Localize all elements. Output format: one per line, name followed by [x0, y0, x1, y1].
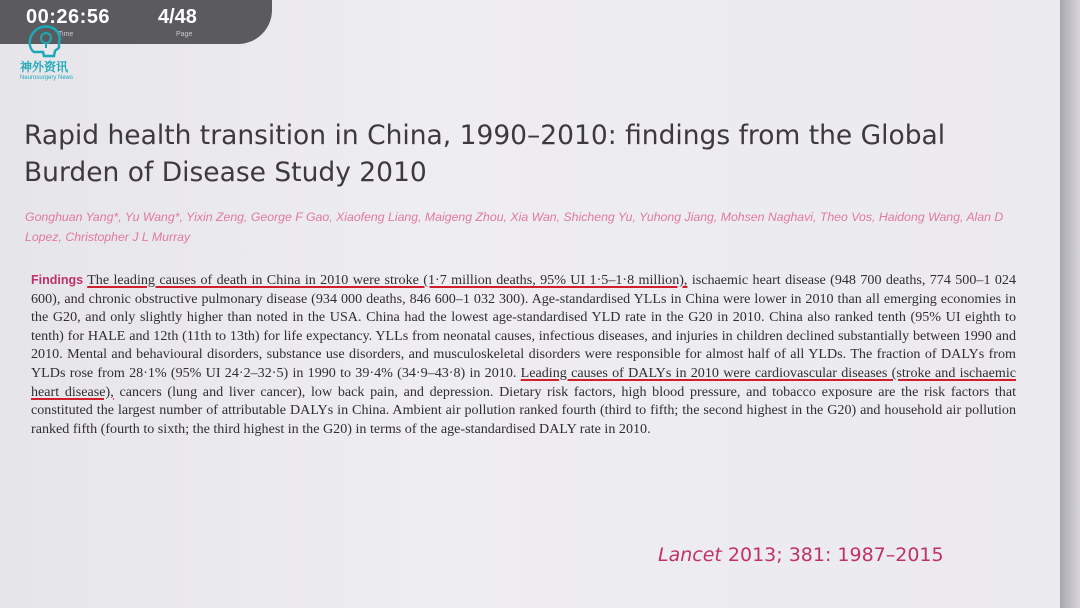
citation-details: 2013; 381: 1987–2015 — [721, 544, 944, 566]
page-counter-label: Page — [176, 31, 193, 38]
author-list: Gonghuan Yang*, Yu Wang*, Yixin Zeng, George F Gao, Xiaofeng Liang, Maigeng Zhou, Xia Wan, Shicheng Yu, Yuhong Jiang, Mohsen Naghavi, Theo Vos, Haidong Wang, Alan D Lopez, Christopher J L Murray — [25, 210, 1004, 244]
neurosurgery-news-logo — [18, 18, 90, 88]
findings-label: Findings — [31, 273, 84, 287]
findings-text-end: cancers (lung and liver cancer), low back pain, and depression. Dietary risk factors, high blood pressure, and tobacco exposure are the risk factors that constituted the largest number of attributable DALYs in China. Ambient air pollution ranked fourth (third to fifth; the second highest in the G20) and household air pollution ranked fifth (fourth to sixth; the third highest in the G20) in terms of the age-standardised DALY rate in 2010. — [31, 383, 1016, 437]
slide-title: Rapid health transition in China, 1990–2010: findings from the Global Burden of Disease Study 2010 — [24, 120, 946, 188]
head-silhouette-icon — [18, 18, 90, 62]
logo-tagline: Neurosurgery News — [20, 75, 74, 81]
findings-paragraph — [31, 271, 1016, 438]
elapsed-time-label: Time — [58, 31, 74, 38]
citation-journal: Lancet — [658, 544, 722, 566]
highlighted-text-deaths: The leading causes of death in China in 2010 were stroke (1·7 million deaths, 95% UI 1·5–1·8 million), — [87, 272, 688, 288]
citation — [658, 544, 944, 566]
elapsed-time: 00:26:56 — [26, 6, 111, 28]
logo-name: 神外资讯 — [20, 60, 69, 74]
page-counter: 4/48 — [158, 6, 197, 28]
highlighted-text-dalys: Leading causes of DALYs in 2010 were cardiovascular diseases (stroke and ischaemic heart disease), — [31, 364, 1016, 400]
viewer-edge — [1060, 0, 1080, 608]
findings-text: ischaemic heart disease (948 700 deaths, 774 500–1 024 600), and chronic obstructive pulmonary disease (934 000 deaths, 846 600–1 032 300). Age-standardised YLLs in China were lower in 2010 than all emerging economies in the G20, and only slightly higher than noted in the USA. China had the lowest age-standardised YLD rate in the G20 in 2010. China also ranked tenth (95% UI eighth to tenth) for HALE and 12th (11th to 13th) for life expectancy. YLLs from neonatal causes, infectious diseases, and injuries in children declined substantially between 1990 and 2010. Mental and behavioural disorders, substance use disorders, and musculoskeletal disorders were responsible for almost half of all YLDs. The fraction of DALYs from YLDs rose from 28·1% (95% UI 24·2–32·5) in 1990 to 39·4% (34·9–43·8) in 2010. — [31, 272, 1016, 381]
